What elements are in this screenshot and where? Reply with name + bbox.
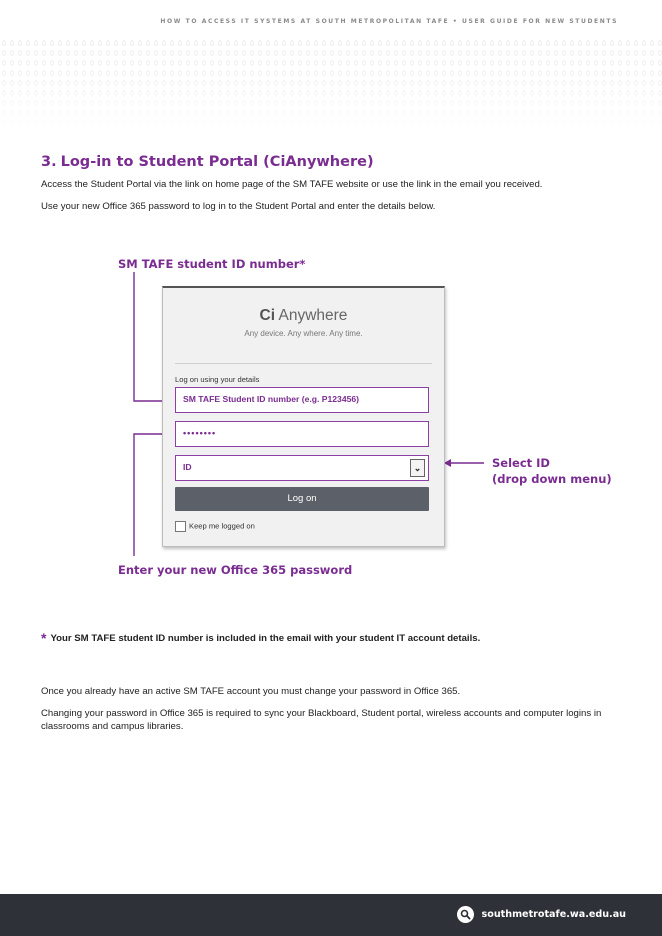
callout-password: Enter your new Office 365 password xyxy=(118,563,353,577)
section-number: 3. xyxy=(41,154,57,170)
keep-logged-on-label: Keep me logged on xyxy=(189,521,255,531)
keep-logged-on-checkbox[interactable] xyxy=(175,521,186,532)
section-title xyxy=(41,154,374,170)
login-panel-screenshot xyxy=(162,286,445,547)
callout-select-line-2: (drop down menu) xyxy=(492,472,612,486)
intro-paragraph-2: Use your new Office 365 password to log in to the Student Portal and enter the details below. xyxy=(41,201,436,212)
website-link[interactable] xyxy=(457,906,626,923)
callout-select-id xyxy=(492,455,612,487)
closing-paragraph-2: Changing your password in Office 365 is required to sync your Blackboard, Student portal, wireless accounts and computer logins in classrooms and campus libraries. xyxy=(41,708,602,732)
website-url[interactable]: southmetrotafe.wa.edu.au xyxy=(481,909,626,920)
login-tagline: Any device. Any where. Any time. xyxy=(244,329,363,338)
id-type-select[interactable] xyxy=(175,455,429,481)
arrowhead-select xyxy=(444,459,451,467)
footnote xyxy=(41,630,480,646)
footnote-star: * xyxy=(41,630,47,646)
closing-paragraph-1: Once you already have an active SM TAFE account you must change your password in Office 365. xyxy=(41,686,461,697)
password-input[interactable]: •••••••• xyxy=(175,421,429,447)
search-icon xyxy=(457,906,474,923)
callout-select-line-1: Select ID xyxy=(492,456,550,470)
footnote-text: Your SM TAFE student ID number is included in the email with your student IT account details. xyxy=(50,633,481,644)
student-id-input[interactable]: SM TAFE Student ID number (e.g. P123456) xyxy=(175,387,429,413)
keep-logged-on[interactable] xyxy=(175,521,255,532)
login-divider xyxy=(175,363,432,364)
page-footer xyxy=(0,894,662,936)
running-header: HOW TO ACCESS IT SYSTEMS AT SOUTH METROPOLITAN TAFE • USER GUIDE FOR NEW STUDENTS xyxy=(160,18,618,25)
log-on-button[interactable]: Log on xyxy=(175,487,429,511)
callout-student-id: SM TAFE student ID number* xyxy=(118,257,306,271)
intro-paragraph-1: Access the Student Portal via the link on home page of the SM TAFE website or use the link in the email you received. xyxy=(41,179,543,190)
logon-caption: Log on using your details xyxy=(175,375,260,384)
chevron-down-icon[interactable]: ⌄ xyxy=(410,459,425,477)
ci-anywhere-logo: Ci Anywhere xyxy=(259,307,348,324)
section-title-text: Log-in to Student Portal (CiAnywhere) xyxy=(60,154,374,170)
id-type-select-value: ID xyxy=(183,462,192,472)
decorative-pattern xyxy=(0,38,662,130)
